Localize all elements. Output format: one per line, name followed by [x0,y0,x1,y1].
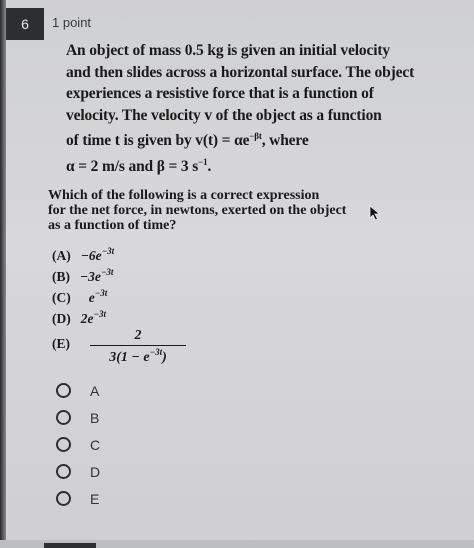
radio-button-a[interactable] [56,383,71,398]
denominator-base: 3(1 − e [109,350,150,365]
velocity-tail: , where [261,132,309,149]
fraction-numerator: 2 [90,328,186,346]
choice-expression [80,269,113,284]
choice-letter: (C) [52,290,71,305]
choice-e [52,336,70,352]
option-label: B [90,409,100,426]
denominator-exponent: −3t [149,347,163,357]
statement-line: and then slides across a horizontal surface. The object [66,63,415,81]
answer-options [56,377,100,512]
choice-letter: (A) [52,248,71,263]
statement-line-velocity [66,126,418,152]
denominator-tail: ) [162,350,167,365]
radio-button-e[interactable] [56,491,71,506]
option-b[interactable] [56,404,100,431]
constants-exponent: −1 [198,156,208,167]
choice-exponent: −3t [100,267,114,277]
choice-base: −3e [80,269,101,284]
option-e[interactable] [56,485,100,512]
choice-base: −6e [80,248,102,263]
velocity-text: of time t is given by v(t) = αe [66,132,250,149]
question-text [48,188,378,233]
constants-tail: . [207,157,212,175]
choice-letter: (D) [52,311,71,326]
option-label: D [90,463,101,480]
question-number: 6 [21,16,29,32]
question-line: as a function of time? [48,218,177,233]
choice-letter: (E) [52,336,70,351]
choice-expression [81,311,106,326]
question-line: Which of the following is a correct expression [48,188,320,203]
choice-d [52,309,106,327]
statement-line-constants [66,152,418,178]
option-c[interactable] [56,431,100,458]
question-points: 1 point [52,15,92,30]
question-prompt-image [40,38,420,368]
velocity-exponent: −βt [249,131,262,141]
constants-text: α = 2 m/s and β = 3 s [66,157,199,175]
fraction-denominator [90,346,186,366]
statement-line: velocity. The velocity v of the object as a function [66,106,382,124]
screen-edge [0,0,6,548]
mouse-pointer-icon [368,205,382,221]
radio-button-d[interactable] [56,464,71,479]
option-label: A [90,382,100,399]
choice-a [52,246,114,264]
option-label: E [90,490,100,507]
statement-line: An object of mass 0.5 kg is given an initial velocity [66,42,391,59]
option-a[interactable] [56,377,100,404]
statement-line: experiences a resistive force that is a function of [66,85,374,102]
radio-button-c[interactable] [56,437,71,452]
choice-letter: (B) [52,269,70,284]
radio-button-b[interactable] [56,410,71,425]
choice-exponent: −3t [93,309,106,319]
next-question-tab[interactable] [44,543,96,548]
option-d[interactable] [56,458,100,485]
choice-expression [89,290,107,305]
choice-exponent: −3t [94,288,108,298]
choice-e-fraction [90,328,186,366]
choice-b [52,267,113,285]
question-line: for the net force, in newtons, exerted on the object [48,203,347,218]
question-number-badge [6,8,44,40]
choice-exponent: −3t [101,246,115,256]
option-label: C [90,436,101,453]
choice-base: 2e [80,311,94,326]
choice-c [52,288,107,306]
choice-base: e [88,290,95,305]
problem-statement [66,40,418,177]
choice-expression [81,248,114,263]
